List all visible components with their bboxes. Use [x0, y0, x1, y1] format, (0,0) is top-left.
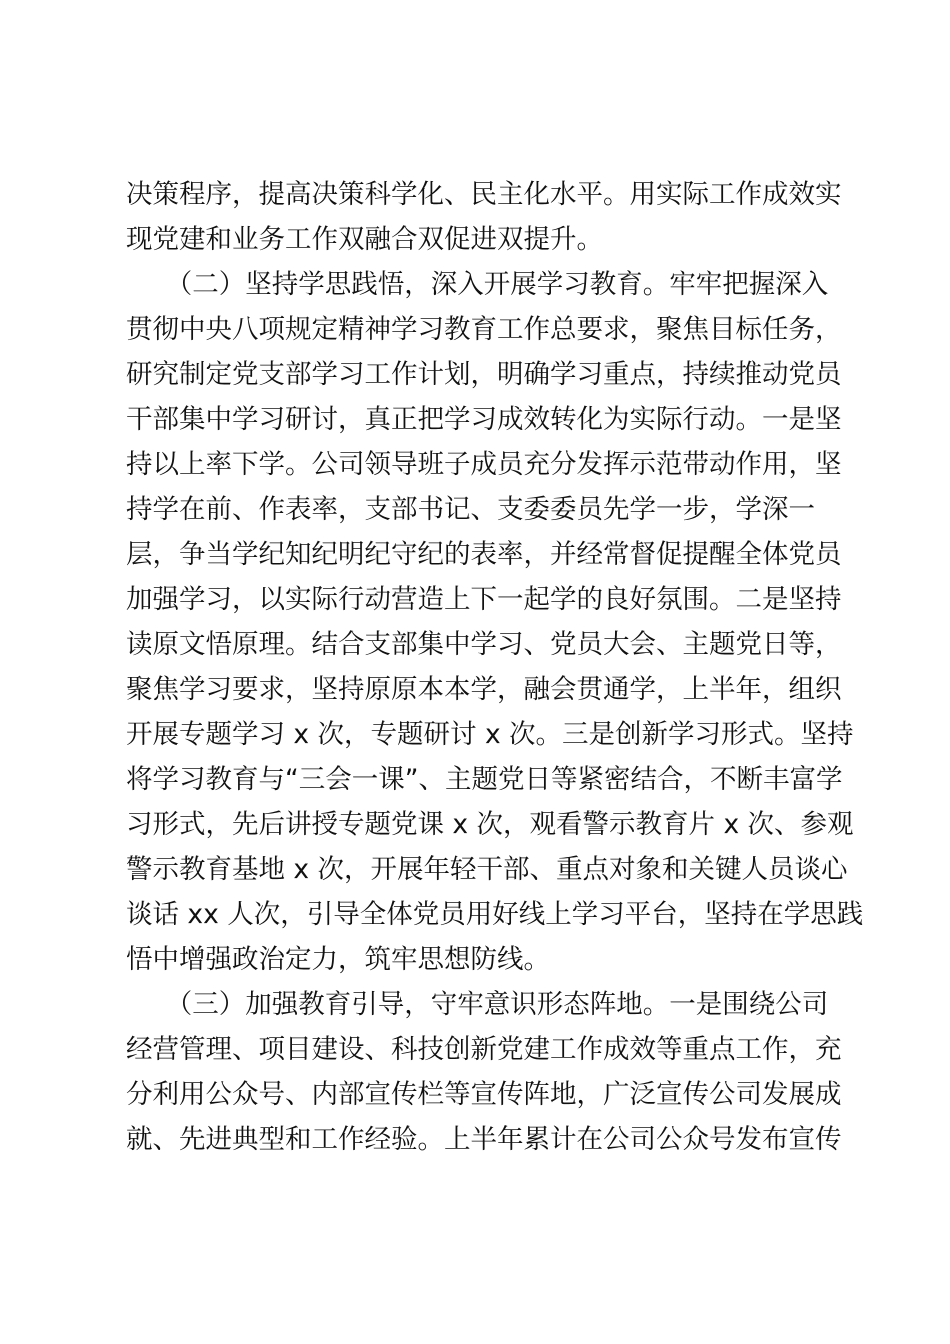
- section-heading-line: （三）加强教育引导，守牢意识形态阵地。一是围绕公司: [126, 989, 829, 1020]
- text-line: 加强学习，以实际行动营造上下一起学的良好氛围。二是坚持: [126, 584, 842, 615]
- text-line: 经营管理、项目建设、科技创新党建工作成效等重点工作，充: [126, 1034, 842, 1065]
- text-line: 层，争当学纪知纪明纪守纪的表率，并经常督促提醒全体党员: [126, 539, 842, 570]
- text-line: 开展专题学习 x 次，专题研讨 x 次。三是创新学习形式。坚持: [126, 719, 854, 750]
- body-text: [126, 172, 864, 1162]
- text-line: 持学在前、作表率，支部书记、支委委员先学一步，学深一: [126, 494, 815, 525]
- text-line: 读原文悟原理。结合支部集中学习、党员大会、主题党日等，: [126, 629, 842, 660]
- section-heading-line: （二）坚持学思践悟，深入开展学习教育。牢牢把握深入: [126, 269, 829, 300]
- text-line: 研究制定党支部学习工作计划，明确学习重点，持续推动党员: [126, 359, 842, 390]
- text-line: 就、先进典型和工作经验。上半年累计在公司公众号发布宣传: [126, 1124, 842, 1155]
- text-line: 悟中增强政治定力，筑牢思想防线。: [126, 944, 550, 975]
- text-line: 现党建和业务工作双融合双促进双提升。: [126, 224, 603, 255]
- text-line: 持以上率下学。公司领导班子成员充分发挥示范带动作用，坚: [126, 449, 842, 480]
- text-line: 贯彻中央八项规定精神学习教育工作总要求，聚焦目标任务，: [126, 314, 842, 345]
- text-line: 决策程序，提高决策科学化、民主化水平。用实际工作成效实: [126, 179, 842, 210]
- text-line: 习形式，先后讲授专题党课 x 次，观看警示教育片 x 次、参观: [126, 809, 854, 840]
- text-line: 警示教育基地 x 次，开展年轻干部、重点对象和关键人员谈心: [126, 854, 848, 885]
- text-line: 谈话 xx 人次，引导全体党员用好线上学习平台，坚持在学思践: [126, 899, 864, 930]
- text-line: 聚焦学习要求，坚持原原本本学，融会贯通学，上半年，组织: [126, 674, 842, 705]
- text-line: 将学习教育与“三会一课”、主题党日等紧密结合，不断丰富学: [126, 764, 843, 795]
- text-line: 分利用公众号、内部宣传栏等宣传阵地，广泛宣传公司发展成: [126, 1079, 842, 1110]
- text-line: 干部集中学习研讨，真正把学习成效转化为实际行动。一是坚: [126, 404, 842, 435]
